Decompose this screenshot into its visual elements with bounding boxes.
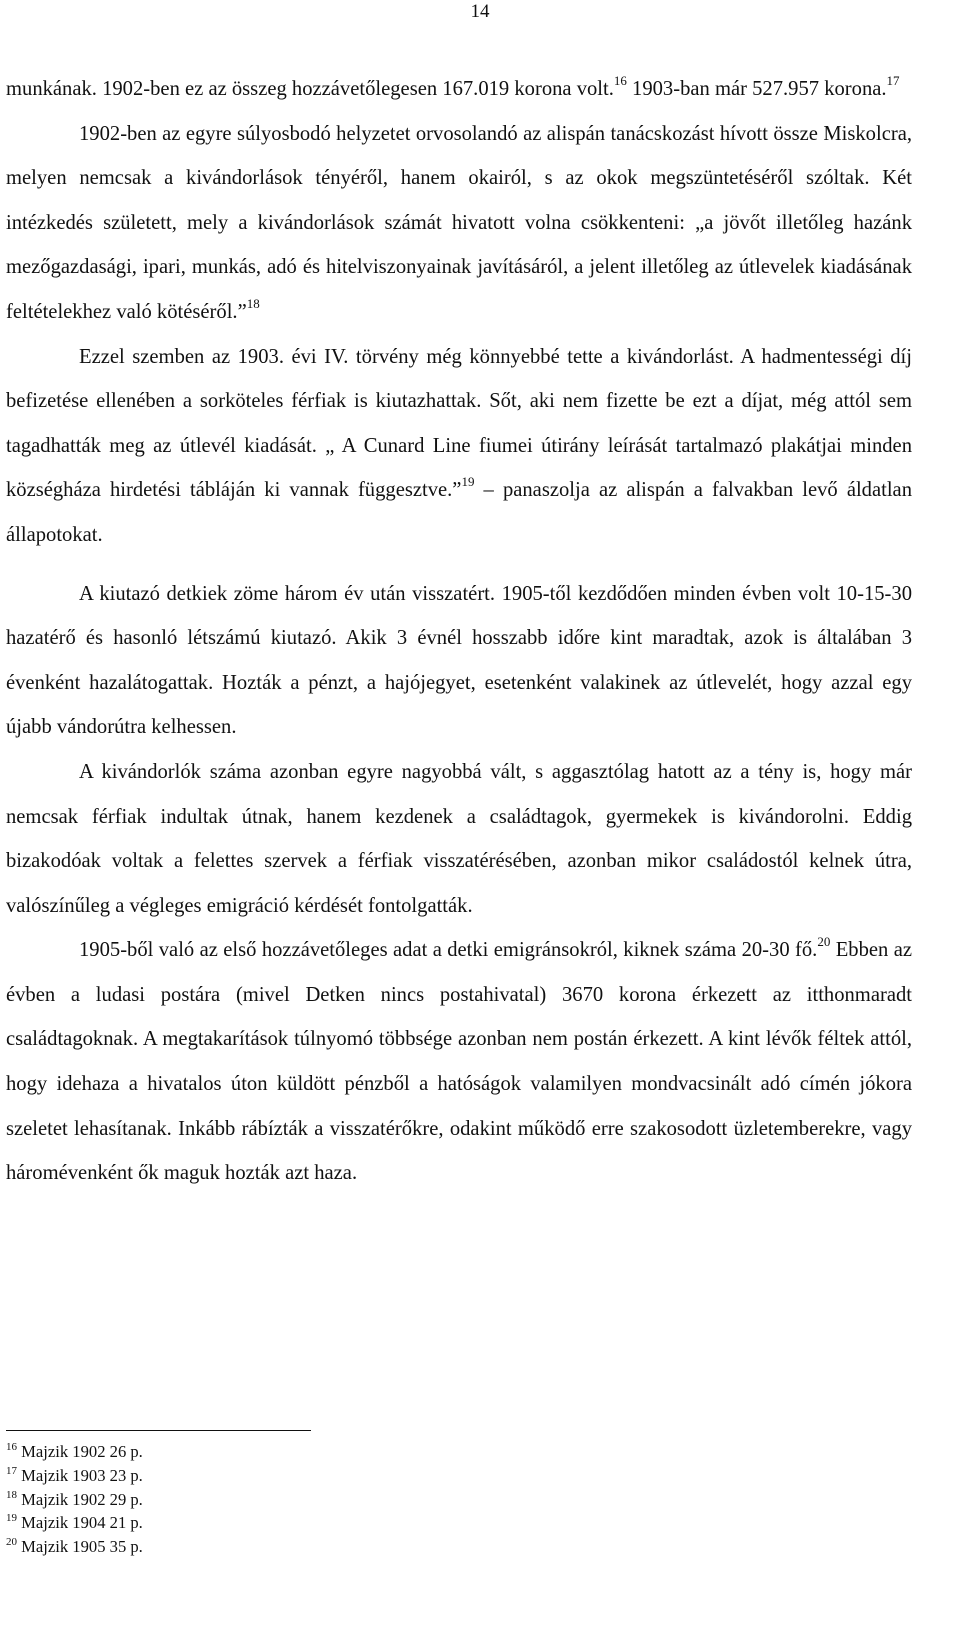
footnote-number: 20 bbox=[6, 1536, 17, 1549]
footnote-text: Majzik 1905 35 p. bbox=[21, 1537, 143, 1557]
paragraph-5 bbox=[6, 750, 912, 928]
footnote-text: Majzik 1902 26 p. bbox=[21, 1442, 143, 1461]
paragraph-3 bbox=[6, 335, 912, 558]
text-run: Ezzel szemben az 1903. évi IV. törvény még könnyebbé tette a kivándorlást. A hadmentességi díj befizetése ellenében a sorköteles férfiak is kiutazhattak. Sőt, aki nem fizette be ezt a díjat, még attól sem tagadhatták meg az útlevél kiadását. „ A Cunard Line fiumei útirány leírását tartalmazó plakátjai minden községháza hirdetési tábláján ki vannak függesztve.” bbox=[6, 345, 912, 502]
footnote-separator bbox=[6, 1430, 311, 1431]
text-run: munkának. 1902-ben ez az összeg hozzávetőlegesen 167.019 korona volt. bbox=[6, 78, 614, 100]
footnote-16 bbox=[6, 1440, 606, 1464]
footnote-text: Majzik 1902 29 p. bbox=[21, 1489, 143, 1509]
footnote-number: 18 bbox=[6, 1488, 17, 1501]
footnote-19 bbox=[6, 1511, 606, 1535]
paragraph-4 bbox=[6, 572, 912, 750]
text-run: Ebben az évben a ludasi postára (mivel Detken nincs postahivatal) 3670 korona érkezett az itthonmaradt családtagoknak. A megtakarítások túlnyomó többsége azonban nem postán érkezett. A kint lévők féltek attól, hogy idehaza a hivatalos úton küldött pénzből a hatóságok valamilyen mondvacsinált adó címén jókora szeletet lehasítanak. Inkább rábízták a visszatérőkre, odakint működő erre szakosodott üzletemberekre, vagy háromévenként ők maguk hozták azt haza. bbox=[6, 939, 912, 1185]
footnote-text: Majzik 1904 21 p. bbox=[21, 1513, 143, 1533]
text-run: A kivándorlók száma azonban egyre nagyobbá vált, s aggasztólag hatott az a tény is, hogy már nemcsak férfiak indultak útnak, hanem kezdenek a családtagok, gyermekek is kivándorolni. Eddig bizakodóak voltak a felettes szervek a férfiak visszatérésében, azonban mikor családostól kelnek útra, valószínűleg a végleges emigráció kérdését fontolgatták. bbox=[6, 760, 912, 917]
footnote-ref-20[interactable]: 20 bbox=[817, 934, 831, 950]
body-text bbox=[6, 67, 912, 1196]
page-number: 14 bbox=[470, 1, 490, 22]
footnote-20 bbox=[6, 1535, 606, 1559]
footnotes bbox=[6, 1440, 606, 1559]
footnote-ref-19[interactable]: 19 bbox=[461, 474, 475, 490]
paragraph-2 bbox=[6, 112, 912, 335]
footnote-text: Majzik 1903 23 p. bbox=[21, 1465, 143, 1485]
text-run: – panaszolja az alispán a falvakban levő áldatlan állapotokat. bbox=[6, 479, 912, 546]
footnote-ref-16[interactable]: 16 bbox=[613, 73, 627, 88]
footnote-number: 16 bbox=[6, 1441, 17, 1453]
footnote-number: 19 bbox=[6, 1512, 17, 1525]
footnote-18 bbox=[6, 1488, 606, 1512]
paragraph-6 bbox=[6, 928, 912, 1196]
text-run: 1903-ban már 527.957 korona. bbox=[626, 78, 887, 100]
footnote-ref-17[interactable]: 17 bbox=[886, 73, 900, 88]
text-run: 1905-ből való az első hozzávetőleges adat a detki emigránsokról, kiknek száma 20-30 fő. bbox=[79, 939, 818, 962]
text-run: A kiutazó detkiek zöme három év után visszatért. 1905-től kezdődően minden évben volt 10-15-30 hazatérő és hasonló létszámú kiutazó. Akik 3 évnél hosszabb időre kint maradtak, azok is általában 3 évenként hazalátogattak. Hozták a pénzt, a hajójegyet, esetenként valakinek az útlevelét, hogy azzal egy újabb vándorútra kelhessen. bbox=[6, 582, 912, 739]
footnote-17 bbox=[6, 1464, 606, 1488]
footnote-ref-18[interactable]: 18 bbox=[246, 295, 260, 311]
text-run: 1902-ben az egyre súlyosbodó helyzetet orvosolandó az alispán tanácskozást hívott össze Miskolcra, melyen nemcsak a kivándorlások tényéről, hanem okairól, s az okok megszüntetéséről szóltak. Két intézkedés született, mely a kivándorlások számát hivatott volna csökkenteni: „a jövőt illetőleg hazánk mezőgazdasági, ipari, munkás, adó és hitelviszonyainak javításáról, a jelent illetőleg az útlevelek kiadásának feltételekhez való kötéséről.” bbox=[6, 122, 912, 323]
footnote-number: 17 bbox=[6, 1464, 17, 1477]
paragraph-1 bbox=[6, 67, 912, 112]
